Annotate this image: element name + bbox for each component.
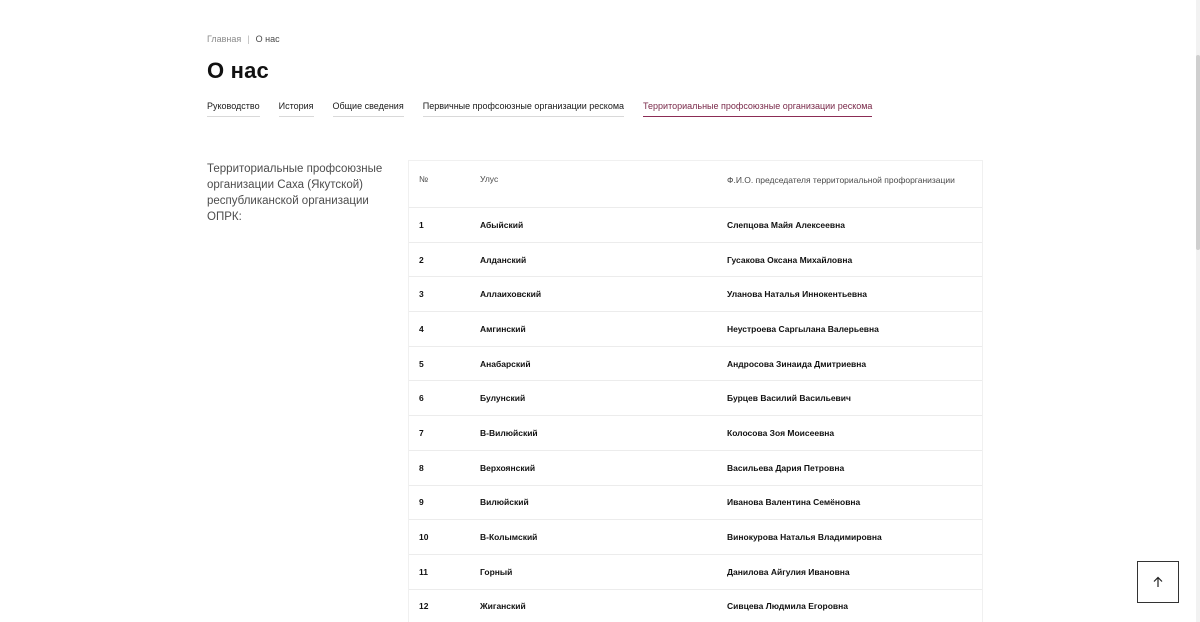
cell-ulus: Алданский	[480, 254, 527, 265]
table-row	[409, 243, 982, 278]
cell-num: 2	[419, 254, 424, 265]
page-title: О нас	[207, 58, 269, 83]
cell-ulus: Верхоянский	[480, 462, 536, 473]
cell-chair: Неустроева Саргылана Валерьевна	[727, 323, 879, 334]
table-header-row	[409, 161, 982, 208]
cell-chair: Данилова Айгулия Ивановна	[727, 566, 850, 577]
cell-num: 4	[419, 323, 424, 334]
cell-ulus: Вилюйский	[480, 497, 529, 508]
header-num: №	[419, 174, 429, 184]
cell-chair: Бурцев Василий Васильевич	[727, 393, 851, 404]
cell-chair: Колосова Зоя Моисеевна	[727, 427, 835, 438]
tab-general-info[interactable]: Общие сведения	[333, 101, 404, 117]
cell-num: 6	[419, 393, 424, 404]
cell-ulus: Амгинский	[480, 323, 526, 334]
table-row	[409, 486, 982, 521]
breadcrumb-home-link[interactable]: Главная	[207, 34, 242, 44]
cell-chair: Андросова Зинаида Дмитриевна	[727, 358, 867, 369]
cell-chair: Сивцева Людмила Егоровна	[727, 601, 849, 612]
scrollbar-thumb[interactable]	[1196, 55, 1200, 250]
organizations-table	[408, 160, 983, 622]
cell-ulus: Аллаиховский	[480, 289, 542, 300]
cell-num: 9	[419, 497, 424, 508]
cell-num: 1	[419, 219, 424, 230]
table-row	[409, 416, 982, 451]
cell-chair: Васильева Дария Петровна	[727, 462, 845, 473]
cell-ulus: В-Вилюйский	[480, 427, 538, 438]
cell-ulus: Горный	[480, 566, 513, 577]
tab-territorial-organizations[interactable]: Территориальные профсоюзные организации рескома	[643, 101, 872, 117]
table-row	[409, 555, 982, 590]
table-row	[409, 590, 982, 622]
table-row	[409, 451, 982, 486]
cell-num: 7	[419, 427, 424, 438]
header-ulus: Улус	[480, 174, 499, 184]
cell-chair: Гусакова Оксана Михайловна	[727, 254, 853, 265]
cell-chair: Иванова Валентина Семёновна	[727, 497, 861, 508]
tab-leadership[interactable]: Руководство	[207, 101, 260, 117]
table-row	[409, 381, 982, 416]
breadcrumb-separator: |	[247, 34, 250, 44]
cell-ulus: В-Колымский	[480, 532, 538, 543]
cell-chair: Уланова Наталья Иннокентьевна	[727, 289, 867, 300]
cell-num: 5	[419, 358, 424, 369]
tab-primary-organizations[interactable]: Первичные профсоюзные организации рескома	[423, 101, 624, 117]
scroll-to-top-button[interactable]	[1137, 561, 1179, 603]
cell-num: 11	[419, 566, 428, 577]
table-row	[409, 312, 982, 347]
header-chair: Ф.И.О. председателя территориальной профорганизации	[727, 175, 955, 185]
section-description: Территориальные профсоюзные организации Саха (Якутской) республиканской организации ОПРК:	[207, 163, 383, 223]
cell-num: 10	[419, 532, 429, 543]
table-row	[409, 520, 982, 555]
cell-ulus: Булунский	[480, 393, 526, 404]
cell-chair: Винокурова Наталья Владимировна	[727, 532, 882, 543]
tabs-bar	[207, 101, 872, 117]
cell-ulus: Абыйский	[480, 219, 524, 230]
arrow-up-icon	[1152, 576, 1164, 588]
cell-num: 3	[419, 289, 424, 300]
cell-ulus: Анабарский	[480, 358, 531, 369]
tab-history[interactable]: История	[279, 101, 314, 117]
table-row	[409, 208, 982, 243]
page-scrollbar[interactable]	[1196, 0, 1200, 622]
cell-num: 8	[419, 462, 424, 473]
cell-ulus: Жиганский	[480, 601, 526, 612]
cell-chair: Слепцова Майя Алексеевна	[727, 219, 845, 230]
cell-num: 12	[419, 601, 429, 612]
breadcrumb-current: О нас	[255, 34, 280, 44]
table-row	[409, 347, 982, 382]
breadcrumb	[207, 34, 280, 44]
table-row	[409, 277, 982, 312]
